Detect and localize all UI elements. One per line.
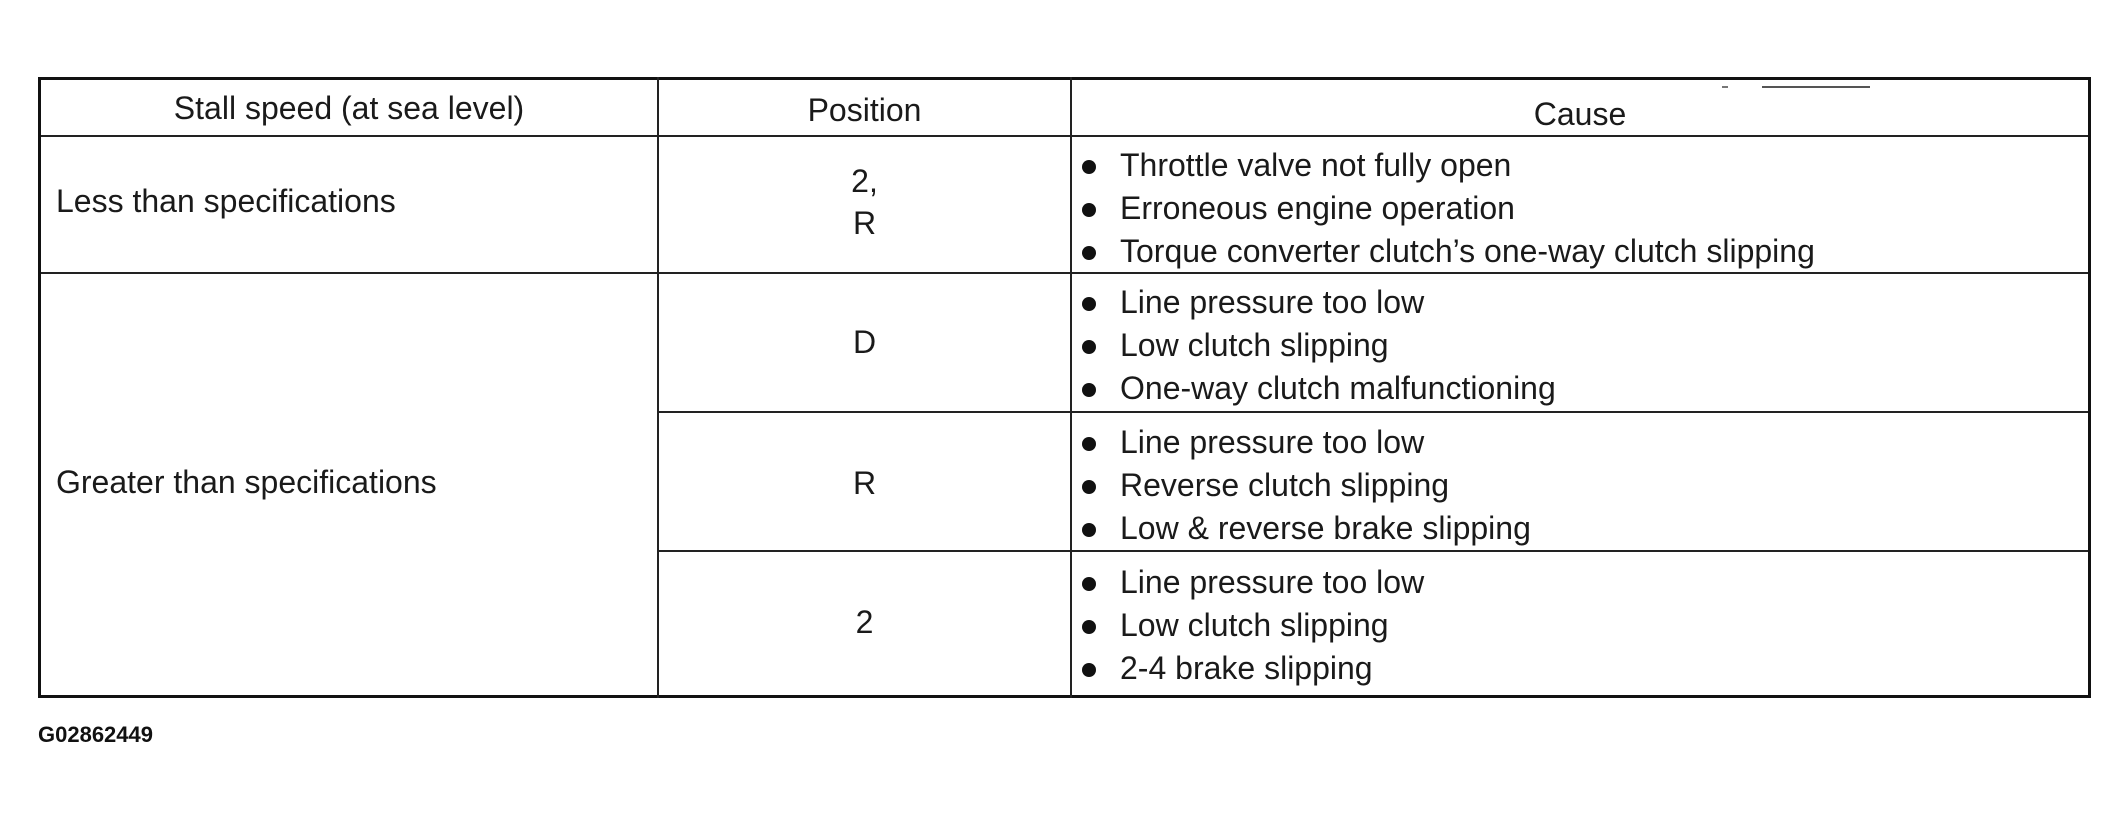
row-divider-r-2: [658, 550, 2088, 552]
bullet-icon: [1082, 203, 1096, 217]
cause-text: Reverse clutch slipping: [1120, 467, 1450, 503]
cause-text: One-way clutch malfunctioning: [1120, 370, 1556, 406]
bullet-icon: [1082, 620, 1096, 634]
bullet-icon: [1082, 160, 1096, 174]
header-stall-speed: Stall speed (at sea level): [173, 90, 525, 126]
cause-text: Erroneous engine operation: [1120, 190, 1515, 226]
stall-speed-table: [38, 77, 2091, 698]
cause-text: Low clutch slipping: [1120, 327, 1389, 363]
cause-text: Line pressure too low: [1120, 284, 1425, 320]
cause-text: Line pressure too low: [1120, 564, 1425, 600]
header-position: Position: [807, 92, 922, 128]
list-item: [1072, 187, 1815, 230]
cause-list-r: [1072, 421, 1531, 550]
header-cause: Cause: [1533, 96, 1627, 132]
position-d: D: [852, 324, 877, 360]
list-item: [1072, 647, 1424, 690]
header-divider: [41, 135, 2088, 137]
row-divider-d-r: [658, 411, 2088, 413]
bullet-icon: [1082, 577, 1096, 591]
cause-text: Low clutch slipping: [1120, 607, 1389, 643]
list-item: [1072, 324, 1556, 367]
scan-mark: [1722, 86, 1728, 88]
list-item: [1072, 230, 1815, 273]
bullet-icon: [1082, 663, 1096, 677]
stall-speed-greater: Greater than specifications: [56, 464, 437, 500]
cause-text: Torque converter clutch’s one-way clutch slipping: [1120, 233, 1815, 269]
list-item: [1072, 367, 1556, 410]
scan-line: [1762, 86, 1870, 88]
cause-text: Line pressure too low: [1120, 424, 1425, 460]
list-item: [1072, 464, 1531, 507]
bullet-icon: [1082, 297, 1096, 311]
cause-text: 2-4 brake slipping: [1120, 650, 1373, 686]
bullet-icon: [1082, 383, 1096, 397]
position-r: R: [852, 465, 877, 501]
bullet-icon: [1082, 340, 1096, 354]
cause-text: Throttle valve not fully open: [1120, 147, 1512, 183]
list-item: [1072, 421, 1531, 464]
list-item: [1072, 604, 1424, 647]
list-item: [1072, 144, 1815, 187]
cause-list-less: [1072, 144, 1815, 273]
stall-speed-less: Less than specifications: [56, 183, 396, 219]
figure-id: G02862449: [38, 722, 153, 747]
cause-list-d: [1072, 281, 1556, 410]
list-item: [1072, 507, 1531, 550]
position-2: 2: [855, 604, 874, 640]
bullet-icon: [1082, 523, 1096, 537]
cause-text: Low & reverse brake slipping: [1120, 510, 1531, 546]
cause-list-2: [1072, 561, 1424, 690]
bullet-icon: [1082, 437, 1096, 451]
position-2-r: 2, R: [851, 163, 878, 241]
list-item: [1072, 561, 1424, 604]
bullet-icon: [1082, 246, 1096, 260]
bullet-icon: [1082, 480, 1096, 494]
list-item: [1072, 281, 1556, 324]
